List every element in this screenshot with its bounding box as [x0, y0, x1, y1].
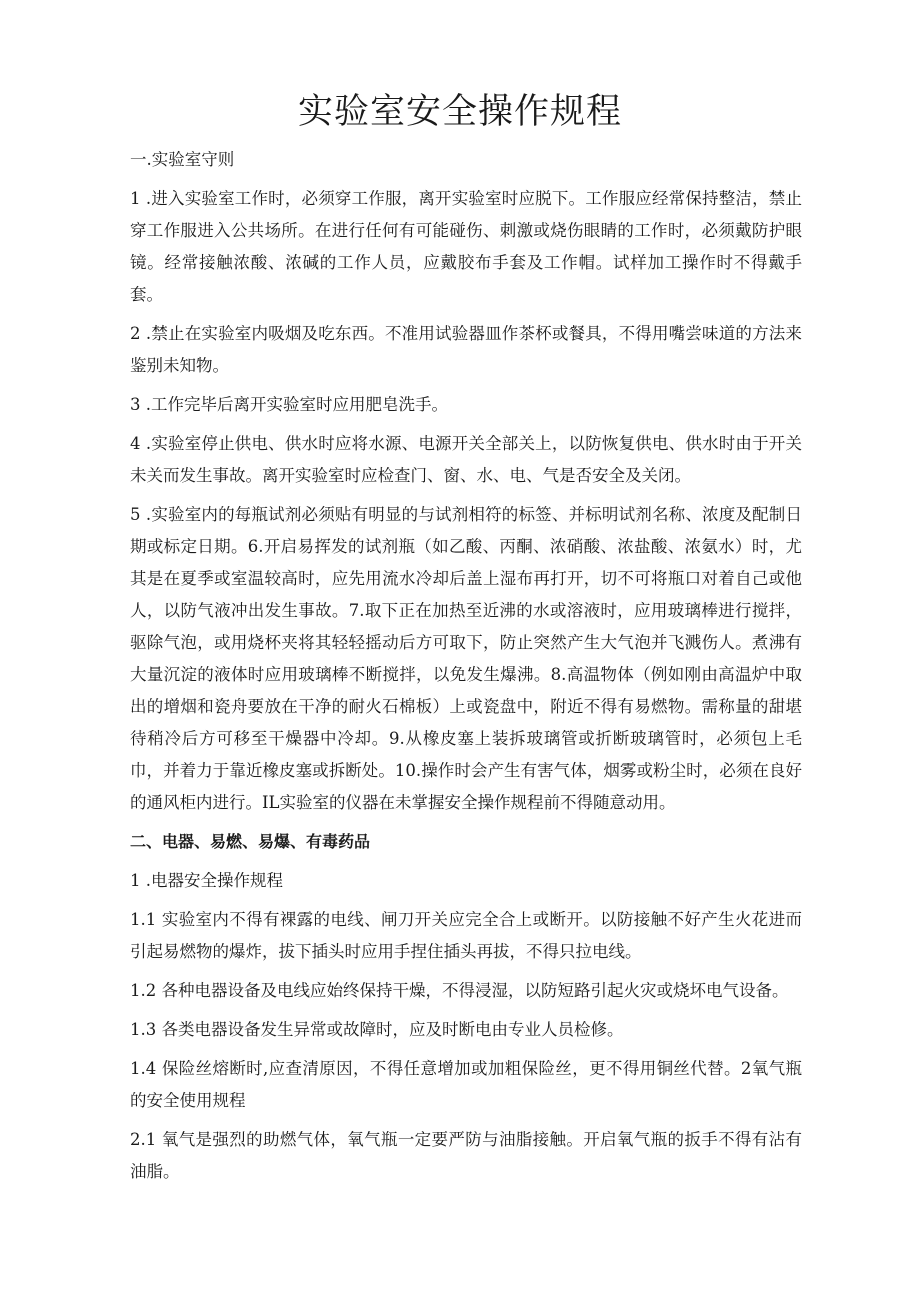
- paragraph: 1 .进入实验室工作时，必须穿工作服，离开实验室时应脱下。工作服应经常保持整洁，禁止穿工作服进入公共场所。在进行任何有可能碰伤、刺激或烧伤眼睛的工作时，必须戴防护眼镜。经常接触浓酸、浓碱的工作人员，应戴胶布手套及工作帽。试样加工操作时不得戴手套。: [130, 189, 802, 304]
- subsection-heading: 1 .电器安全操作规程: [130, 871, 283, 890]
- section-heading: 一.实验室守则: [130, 150, 235, 169]
- section-heading: 二、电器、易燃、易爆、有毒药品: [130, 832, 371, 851]
- paragraph: 5 .实验室内的每瓶试剂必须贴有明显的与试剂相符的标签、并标明试剂名称、浓度及配制日期或标定日期。6.开启易挥发的试剂瓶（如乙酸、丙酮、浓硝酸、浓盐酸、浓氨水）时，尤其是在夏季或室温较高时，应先用流水冷却后盖上湿布再打开，切不可将瓶口对着自己或他人，以防气液冲出发生事故。7.取下正在加热至近沸的水或溶液时，应用玻璃棒进行搅拌，驱除气泡，或用烧杯夹将其轻轻摇动后方可取下，防止突然产生大气泡并飞溅伤人。煮沸有大量沉淀的液体时应用玻璃棒不断搅拌，以免发生爆沸。8.高温物体（例如刚由高温炉中取出的增烟和瓷舟要放在干净的耐火石棉板）上或瓷盘中，附近不得有易燃物。需称量的甜堪待稍冷后方可移至干燥器中冷却。9.从橡皮塞上装拆玻璃管或折断玻璃管时，必须包上毛巾，并着力于靠近橡皮塞或拆断处。10.操作时会产生有害气体，烟雾或粉尘时，必须在良好的通风柜内进行。IL实验室的仪器在未掌握安全操作规程前不得随意动用。: [130, 505, 802, 812]
- paragraph: 1.2 各种电器设备及电线应始终保持干燥，不得浸湿，以防短路引起火灾或烧坏电气设备。: [130, 981, 789, 1000]
- paragraph: 1.4 保险丝熔断时,应查清原因，不得任意增加或加粗保险丝，更不得用铜丝代替。2氧气瓶的安全使用规程: [130, 1059, 802, 1110]
- paragraph: 1.1 实验室内不得有裸露的电线、闸刀开关应完全合上或断开。以防接触不好产生火花进而引起易燃物的爆炸，拔下插头时应用手捏住插头再拔，不得只拉电线。: [130, 910, 802, 961]
- paragraph: 2 .禁止在实验室内吸烟及吃东西。不准用试验器皿作茶杯或餐具，不得用嘴尝味道的方法来鉴别未知物。: [130, 324, 802, 375]
- paragraph: 2.1 氧气是强烈的助燃气体，氧气瓶一定要严防与油脂接触。开启氧气瓶的扳手不得有沾有油脂。: [130, 1130, 802, 1181]
- paragraph: 4 .实验室停止供电、供水时应将水源、电源开关全部关上，以防恢复供电、供水时由于开关未关而发生事故。离开实验室时应检查门、窗、水、电、气是否安全及关闭。: [130, 434, 802, 485]
- paragraph: 3 .工作完毕后离开实验室时应用肥皂洗手。: [130, 395, 448, 414]
- document-body: [130, 144, 802, 1195]
- page-title: 实验室安全操作规程: [297, 92, 622, 132]
- paragraph: 1.3 各类电器设备发生异常或故障时，应及时断电由专业人员检修。: [130, 1020, 624, 1039]
